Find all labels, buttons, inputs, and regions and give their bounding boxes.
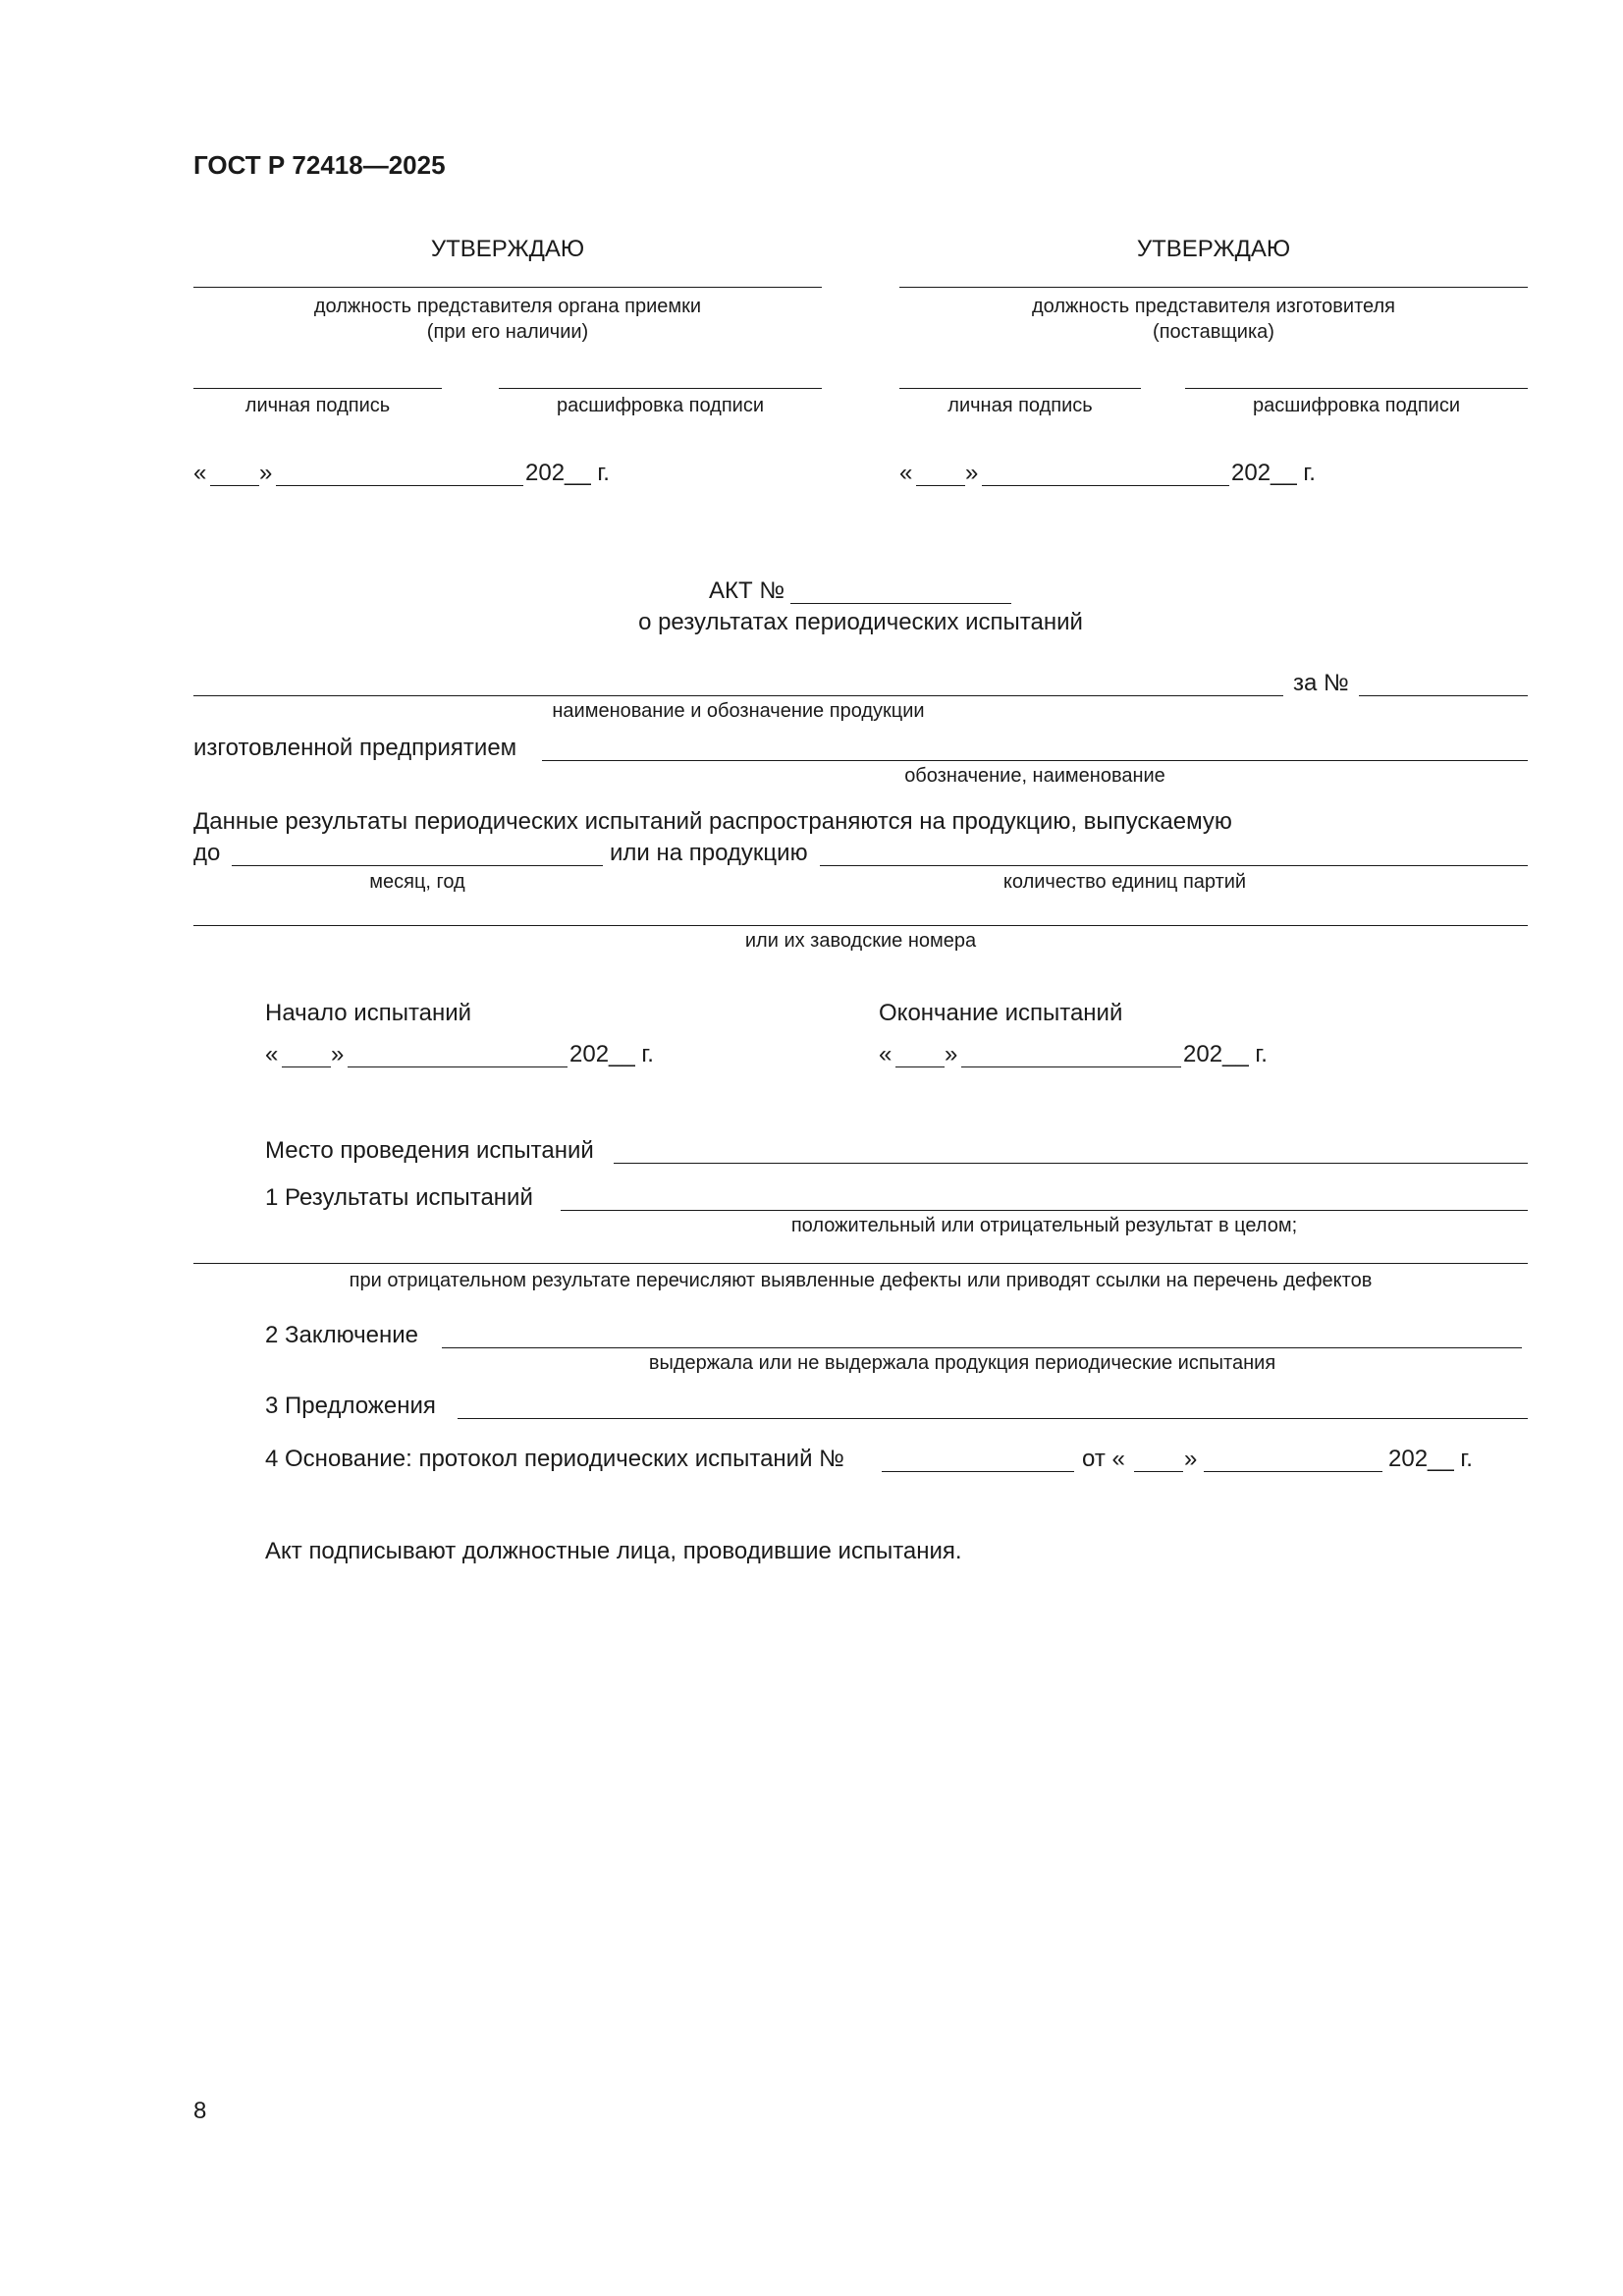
- proposals-label: 3 Предложения: [265, 1393, 436, 1419]
- quantity-caption: количество единиц партий: [1002, 871, 1247, 893]
- act-number-blank: [790, 603, 1011, 604]
- date-year: 202__ г.: [1231, 460, 1316, 486]
- month-blank: [961, 1066, 1181, 1067]
- approval-right-title: УТВЕРЖДАЮ: [1136, 236, 1291, 262]
- product-caption: наименование и обозначение продукции: [552, 700, 925, 722]
- position-line: [899, 287, 1528, 288]
- date-year: 202__ г.: [1183, 1041, 1268, 1067]
- date-year: 202__ г.: [525, 460, 610, 486]
- day-blank: [895, 1066, 945, 1067]
- place-blank: [614, 1163, 1528, 1164]
- za-no-blank: [1359, 695, 1528, 696]
- date-open: «: [193, 460, 207, 486]
- proposals-blank: [458, 1418, 1528, 1419]
- doc-number: ГОСТ Р 72418—2025: [193, 150, 446, 180]
- signature-caption: личная подпись: [244, 395, 391, 416]
- signature-decode-caption: расшифровка подписи: [1252, 395, 1460, 416]
- basis-label: 4 Основание: протокол периодических испытаний №: [265, 1446, 844, 1472]
- page-number: 8: [193, 2098, 207, 2124]
- date-mid: »: [331, 1041, 345, 1067]
- signature-caption: личная подпись: [947, 395, 1093, 416]
- basis-year: 202__ г.: [1388, 1446, 1473, 1472]
- basis-day-blank: [1134, 1471, 1183, 1472]
- conclusion-label: 2 Заключение: [265, 1322, 418, 1348]
- signing-note: Акт подписывают должностные лица, проводившие испытания.: [265, 1538, 962, 1564]
- product-blank: [193, 695, 1283, 696]
- conclusion-caption: выдержала или не выдержала продукция периодические испытания: [648, 1352, 1276, 1374]
- signature-line: [899, 388, 1141, 389]
- month-blank: [982, 485, 1229, 486]
- position-caption-line2: (при его наличии): [426, 321, 589, 343]
- conclusion-blank: [442, 1347, 1522, 1348]
- results-blank: [561, 1210, 1528, 1211]
- results-caption: положительный или отрицательный результат в целом;: [790, 1215, 1298, 1236]
- position-caption-line1: должность представителя изготовителя: [1032, 296, 1395, 317]
- day-blank: [282, 1066, 331, 1067]
- act-title: АКТ №: [709, 577, 785, 604]
- negative-caption: при отрицательном результате перечисляют выявленные дефекты или приводят ссылки на перечень дефектов: [349, 1270, 1373, 1291]
- day-blank: [916, 485, 965, 486]
- manufactured-caption: обозначение, наименование: [904, 765, 1165, 787]
- approval-left-title: УТВЕРЖДАЮ: [430, 236, 585, 262]
- protocol-number-blank: [882, 1471, 1074, 1472]
- basis-mid: »: [1184, 1446, 1198, 1472]
- place-label: Место проведения испытаний: [265, 1137, 594, 1164]
- quantity-blank: [820, 865, 1528, 866]
- end-label: Окончание испытаний: [879, 1000, 1123, 1026]
- applies-text: Данные результаты периодических испытаний распространяются на продукцию, выпускаемую: [193, 808, 1232, 835]
- position-caption-line2: (поставщика): [1153, 321, 1274, 343]
- until-blank: [232, 865, 603, 866]
- negative-blank: [193, 1263, 1528, 1264]
- act-subtitle: о результатах периодических испытаний: [638, 609, 1083, 635]
- date-mid: »: [965, 460, 979, 486]
- serial-caption: или их заводские номера: [744, 930, 977, 952]
- signature-decode-line: [1185, 388, 1528, 389]
- basis-month-blank: [1204, 1471, 1382, 1472]
- manufactured-label: изготовленной предприятием: [193, 735, 517, 761]
- position-caption-line1: должность представителя органа приемки: [313, 296, 702, 317]
- date-open: «: [879, 1041, 893, 1067]
- position-line: [193, 287, 822, 288]
- signature-decode-caption: расшифровка подписи: [556, 395, 764, 416]
- date-mid: »: [945, 1041, 958, 1067]
- date-open: «: [265, 1041, 279, 1067]
- date-open: «: [899, 460, 913, 486]
- manufactured-blank: [542, 760, 1528, 761]
- month-year-caption: месяц, год: [369, 871, 465, 893]
- month-blank: [348, 1066, 568, 1067]
- or-product-label: или на продукцию: [610, 840, 808, 866]
- start-label: Начало испытаний: [265, 1000, 472, 1026]
- serial-blank: [193, 925, 1528, 926]
- until-label: до: [193, 840, 221, 866]
- signature-line: [193, 388, 442, 389]
- date-year: 202__ г.: [569, 1041, 654, 1067]
- za-no-label: за №: [1293, 670, 1349, 696]
- results-label: 1 Результаты испытаний: [265, 1184, 533, 1211]
- signature-decode-line: [499, 388, 822, 389]
- basis-from: от «: [1082, 1446, 1125, 1472]
- month-blank: [276, 485, 523, 486]
- date-mid: »: [259, 460, 273, 486]
- day-blank: [210, 485, 259, 486]
